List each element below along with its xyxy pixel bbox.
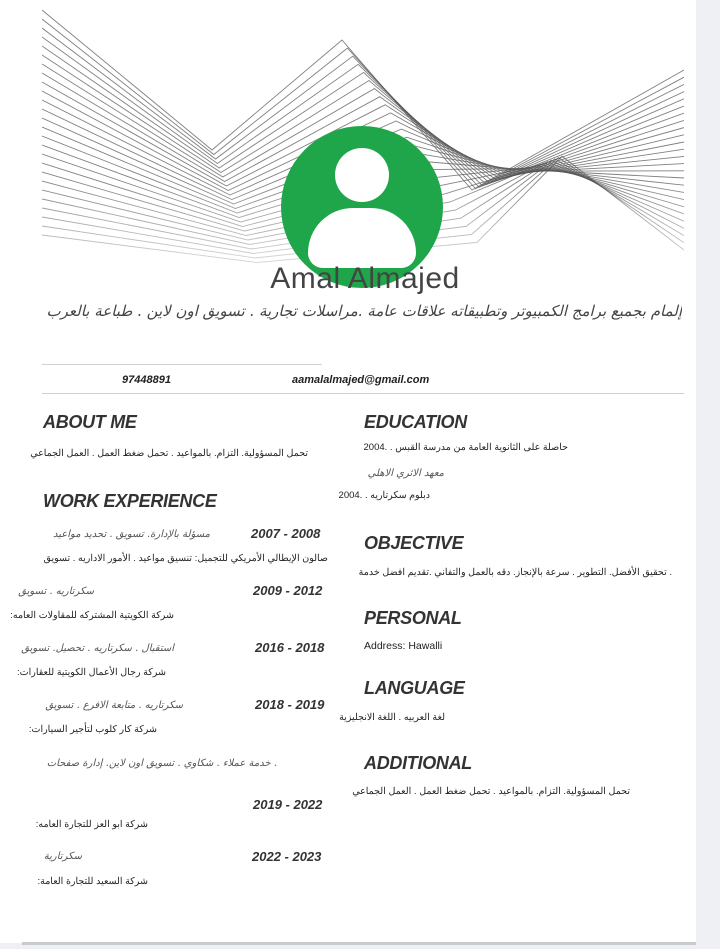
additional-text: تحمل المسؤولية. التزام. بالمواعيد . تحمل ضغط العمل . العمل الجماعي <box>352 786 630 797</box>
education-heading: EDUCATION <box>364 412 467 432</box>
phone-number: 97448891 <box>122 374 171 386</box>
work-years: 2007 - 2008 <box>251 526 321 541</box>
email-address: aamalalmajed@gmail.com <box>292 374 430 386</box>
work-role: سكرتاريه . تسويق <box>18 586 94 597</box>
work-heading: WORK EXPERIENCE <box>43 491 217 511</box>
education-line: دبلوم سكرتاريه . .2004 <box>338 490 430 501</box>
work-company: شركة السعيد للتجارة العامة: <box>37 876 148 887</box>
work-company: شركة كار كلوب لتأجير السيارات: <box>28 724 157 735</box>
work-role: . خدمة عملاء . شكاوي . تسويق اون لاين. إدارة صفحات <box>46 758 277 769</box>
divider <box>42 364 322 365</box>
divider <box>42 393 684 394</box>
work-role: سكرتارية <box>43 851 82 862</box>
work-years: 2016 - 2018 <box>255 640 325 655</box>
about-heading: ABOUT ME <box>43 412 137 432</box>
work-years: 2018 - 2019 <box>255 697 325 712</box>
work-years: 2009 - 2012 <box>253 583 323 598</box>
language-text: لغة العربيه . اللغة الانجليزية <box>339 712 445 723</box>
about-text: تحمل المسؤولية. التزام. بالمواعيد . تحمل ضغط العمل . العمل الجماعي <box>30 448 308 459</box>
objective-heading: OBJECTIVE <box>364 533 464 553</box>
education-line: حاصلة على الثانوية العامة من مدرسة القبس . .2004 <box>363 442 568 453</box>
work-company: صالون الإيطالي الأمريكي للتجميل: تنسيق مواعيد . الأمور الاداريه . تسويق <box>43 553 328 564</box>
address-text: Address: Hawalli <box>364 640 443 652</box>
work-role: استقبال . سكرتاريه . تحصيل. تسويق <box>21 643 174 654</box>
work-company: شركة رجال الأعمال الكويتية للعقارات: <box>17 667 166 678</box>
work-years: 2019 - 2022 <box>253 797 323 812</box>
work-company: شركة الكويتية المشتركه للمقاولات العامه: <box>10 610 174 621</box>
work-years: 2022 - 2023 <box>252 849 322 864</box>
candidate-name: Amal Almajed <box>270 262 460 295</box>
work-role: سكرتاريه . متابعة الافرع . تسويق <box>45 700 183 711</box>
education-institute: معهد الاثري الاهلي <box>367 468 444 479</box>
objective-text: . تحقيق الأفضل. التطوير . سرعة بالإنجاز. دقه بالعمل والتفاني .تقديم افضل خدمة <box>358 567 672 578</box>
additional-heading: ADDITIONAL <box>364 753 472 773</box>
work-company: شركة ابو العز للتجارة العامه: <box>35 819 148 830</box>
language-heading: LANGUAGE <box>364 678 465 698</box>
tagline: إلمام بجميع برامج الكمبيوتر وتطبيقاته علاقات عامة .مراسلات تجارية . تسويق اون لاين . طباعة بالعرب <box>46 302 682 320</box>
page-bottom-edge <box>22 942 696 945</box>
work-role: مسؤلة بالإدارة. تسويق . تحديد مواعيد <box>53 529 210 540</box>
personal-heading: PERSONAL <box>364 608 462 628</box>
